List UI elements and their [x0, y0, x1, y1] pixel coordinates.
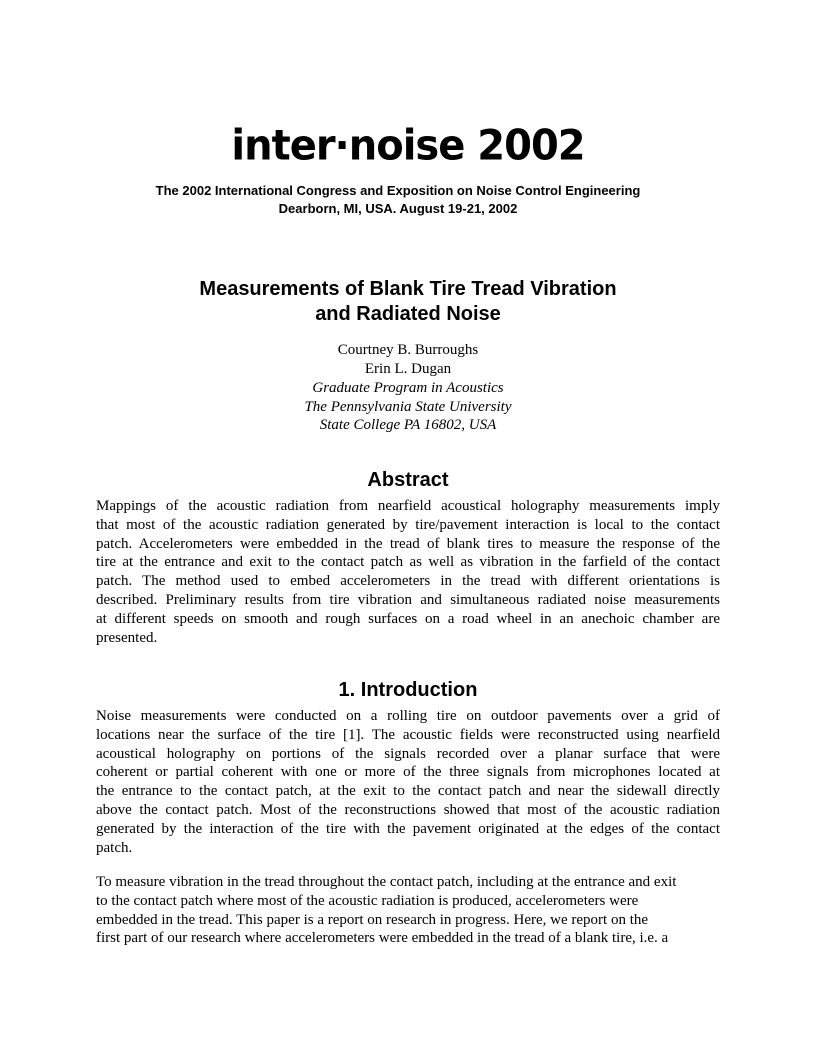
- intro-line: first part of our research where accelerometers were embedded in the tread of a blank tire, i.e. a: [96, 930, 669, 947]
- conference-name: The 2002 International Congress and Exposition on Noise Control Engineering: [155, 183, 641, 198]
- conference-logo: [0, 122, 816, 170]
- intro-line: To measure vibration in the tread throughout the contact patch, including at the entrance and exit: [96, 874, 677, 890]
- affiliation-address: State College PA 16802, USA: [319, 417, 497, 433]
- intro-line: acoustical holography on portions of the signals recorded over a planar surface that were: [96, 745, 720, 762]
- paper-title-line-2: and Radiated Noise: [315, 303, 501, 325]
- affiliation-university: The Pennsylvania State University: [304, 399, 512, 415]
- introduction-paragraph-1: [96, 707, 720, 857]
- affiliation-program: Graduate Program in Acoustics: [312, 380, 504, 396]
- intro-line: patch.: [96, 839, 133, 856]
- abstract-line: at different speeds on smooth and rough surfaces on a road wheel in an anechoic chamber are: [96, 610, 720, 627]
- logo-text: inter·noise 2002: [231, 121, 585, 171]
- abstract-line: tire at the entrance and exit to the contact patch as well as vibration in the farfield of the contact: [96, 554, 720, 571]
- intro-line: above the contact patch. Most of the reconstructions showed that most of the acoustic radiation: [96, 801, 720, 818]
- abstract-line: presented.: [96, 629, 158, 646]
- intro-line: Noise measurements were conducted on a rolling tire on outdoor pavements over a grid of: [96, 708, 720, 724]
- intro-line: to the contact patch where most of the acoustic radiation is produced, accelerometers were: [96, 892, 639, 909]
- intro-line: embedded in the tread. This paper is a report on research in progress. Here, we report on the: [96, 911, 649, 928]
- abstract-text: [96, 497, 720, 647]
- abstract-line: described. Preliminary results from tire vibration and simultaneous radiated noise measurements: [96, 591, 720, 608]
- author-name-2: Erin L. Dugan: [364, 361, 452, 377]
- intro-line: coherent or partial coherent with one or more of the three signals from microphones located at: [96, 764, 720, 781]
- paper-title-line-1: Measurements of Blank Tire Tread Vibration: [199, 278, 617, 300]
- introduction-paragraph-2: [96, 873, 720, 948]
- abstract-line: patch. Accelerometers were embedded in the tread of blank tires to measure the response of the: [96, 535, 720, 552]
- intro-line: generated by the interaction of the tire with the pavement originated at the edges of the contact: [96, 820, 720, 837]
- intro-line: the entrance to the contact patch, at the exit to the contact patch and near the sidewall directly: [96, 783, 720, 800]
- conference-location-date: Dearborn, MI, USA. August 19-21, 2002: [278, 201, 518, 216]
- abstract-line: Mappings of the acoustic radiation from nearfield acoustical holography measurements imply: [96, 498, 720, 514]
- abstract-line: patch. The method used to embed accelerometers in the tread with different orientations is: [96, 573, 720, 590]
- abstract-heading: Abstract: [367, 469, 449, 491]
- author-name-1: Courtney B. Burroughs: [337, 342, 479, 358]
- intro-line: locations near the surface of the tire [1]. The acoustic fields were reconstructed using nearfield: [96, 726, 720, 743]
- abstract-line: that most of the acoustic radiation generated by tire/pavement interaction is local to the contact: [96, 516, 720, 533]
- introduction-heading: 1. Introduction: [338, 679, 478, 701]
